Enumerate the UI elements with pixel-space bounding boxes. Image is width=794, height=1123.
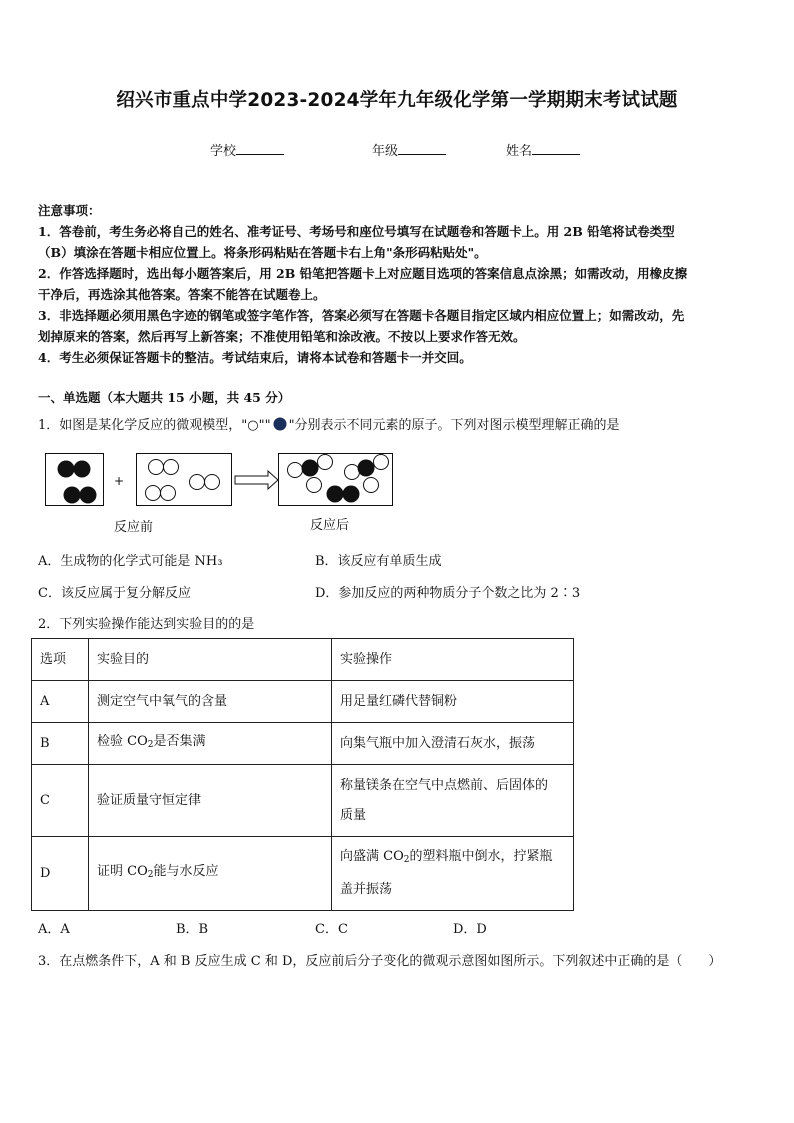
header-option: 选项: [32, 639, 89, 681]
notes-heading: 注意事项：: [38, 203, 101, 218]
operation-text: 的塑料瓶中倒水，拧紧瓶: [409, 849, 553, 864]
notes-line-4: 干净后，再选涂其他答案。答案不能答在试题卷上。: [38, 287, 326, 302]
operation-line: [340, 842, 573, 875]
name-label: 姓名: [506, 144, 533, 159]
row-purpose: [89, 723, 332, 765]
name-blank: [532, 142, 580, 155]
filled-atom-icon: [271, 417, 289, 431]
q2-answer-b: B．B: [176, 922, 209, 937]
q1-stem-part-a: 1．如图是某化学反应的微观模型，"○"": [38, 418, 271, 433]
row-operation: [332, 765, 574, 837]
header-purpose: 实验目的: [89, 639, 332, 681]
q2-answer-c: C．C: [315, 922, 348, 937]
school-blank: [236, 142, 284, 155]
notes-line-5: 3．非选择题必须用黑色字迹的钢笔或签字笔作答，答案必须写在答题卡各题目指定区域内相应位置上；如需改动，先: [38, 308, 685, 323]
operation-text: 向盛满 CO: [340, 849, 404, 864]
q2-table: [31, 638, 574, 911]
notes-line-2: （B）填涂在答题卡相应位置上。将条形码粘贴在答题卡右上角"条形码粘贴处"。: [38, 245, 487, 260]
white-atom: [345, 465, 360, 480]
table-row: [32, 723, 574, 765]
white-atom: [307, 478, 322, 493]
operation-line: 盖并振荡: [340, 882, 393, 897]
white-atom: [318, 455, 333, 470]
q2-answer-a: A．A: [38, 922, 70, 937]
row-option: C: [32, 765, 89, 837]
white-atom: [161, 486, 176, 501]
row-purpose: 测定空气中氧气的含量: [89, 681, 332, 723]
dark-atom: [80, 487, 97, 504]
table-row: [32, 681, 574, 723]
dark-atom: [358, 460, 375, 477]
q1-option-b: B．该反应有单质生成: [315, 554, 442, 569]
white-atom: [288, 463, 303, 478]
table-header-row: [32, 639, 574, 681]
school-label: 学校: [210, 144, 237, 159]
white-atom: [374, 455, 389, 470]
row-option: A: [32, 681, 89, 723]
q1-stem: [38, 414, 620, 433]
page-title: 绍兴市重点中学2023-2024学年九年级化学第一学期期末考试试题: [116, 90, 678, 111]
white-atom: [205, 475, 220, 490]
purpose-text: 证明 CO: [97, 864, 148, 879]
grade-label: 年级: [372, 144, 399, 159]
subscript: 2: [147, 870, 154, 880]
notes-line-6: 划掉原来的答案，然后再写上新答案；不准使用铅笔和涂改液。不按以上要求作答无效。: [38, 329, 526, 344]
table-row: [32, 765, 574, 837]
dark-atom: [327, 486, 344, 503]
name-field: [506, 140, 580, 159]
operation-line: 质量: [340, 807, 367, 823]
label-after-reaction: 反应后: [310, 518, 350, 533]
q1-option-d: D．参加反应的两种物质分子个数之比为 2∶3: [315, 586, 581, 601]
dark-atom: [74, 461, 91, 478]
subscript: 2: [403, 855, 410, 865]
grade-field: [372, 140, 446, 159]
white-atom: [164, 460, 179, 475]
white-atom: [364, 478, 379, 493]
purpose-text: 能与水反应: [153, 864, 219, 879]
table-row: [32, 837, 574, 911]
q1-option-c: C．该反应属于复分解反应: [38, 586, 191, 601]
plus-sign: +: [114, 474, 125, 488]
q2-answer-d: D．D: [453, 922, 487, 937]
label-before-reaction: 反应前: [114, 520, 154, 535]
dark-atom: [58, 461, 75, 478]
white-atom: [146, 486, 161, 501]
section-heading: 一、单选题（本大题共 15 小题，共 45 分）: [38, 390, 291, 405]
purpose-text: 检验 CO: [97, 734, 148, 749]
row-purpose: [89, 837, 332, 911]
header-operation: 实验操作: [332, 639, 574, 681]
notes-line-1: 1．答卷前，考生务必将自己的姓名、准考证号、考场号和座位号填写在试题卷和答题卡上。用 2B 铅笔将试卷类型: [38, 224, 675, 239]
grade-blank: [398, 142, 446, 155]
row-option: B: [32, 723, 89, 765]
row-operation: [332, 837, 574, 911]
white-atom: [149, 460, 164, 475]
purpose-text: 是否集满: [153, 734, 206, 749]
q1-stem-part-b: "分别表示不同元素的原子。下列对图示模型理解正确的是: [288, 418, 620, 433]
q1-option-a: A．生成物的化学式可能是 NH₃: [38, 554, 223, 569]
white-atom: [190, 475, 205, 490]
dark-atom: [302, 460, 319, 477]
row-operation: 用足量红磷代替铜粉: [332, 681, 574, 723]
q3-stem: 3．在点燃条件下，A 和 B 反应生成 C 和 D，反应前后分子变化的微观示意图如图所示。下列叙述中正确的是（ ）: [38, 954, 722, 969]
operation-line: 称量镁条在空气中点燃前、后固体的: [340, 777, 549, 793]
school-field: [210, 140, 284, 159]
q2-stem: 2．下列实验操作能达到实验目的的是: [38, 617, 255, 632]
reaction-arrow: [235, 471, 278, 489]
dark-atom: [343, 486, 360, 503]
notes-line-7: 4．考生必须保证答题卡的整洁。考试结束后，请将本试卷和答题卡一并交回。: [38, 350, 472, 365]
subscript: 2: [147, 740, 154, 750]
row-operation: 向集气瓶中加入澄清石灰水，振荡: [332, 723, 574, 765]
notes-line-3: 2．作答选择题时，选出每小题答案后，用 2B 铅笔把答题卡上对应题目选项的答案信息点涂黑；如需改动，用橡皮擦: [38, 266, 688, 281]
row-purpose: 验证质量守恒定律: [89, 765, 332, 837]
dark-atom: [64, 487, 81, 504]
row-option: D: [32, 837, 89, 911]
q1-reaction-diagram: [40, 448, 400, 514]
